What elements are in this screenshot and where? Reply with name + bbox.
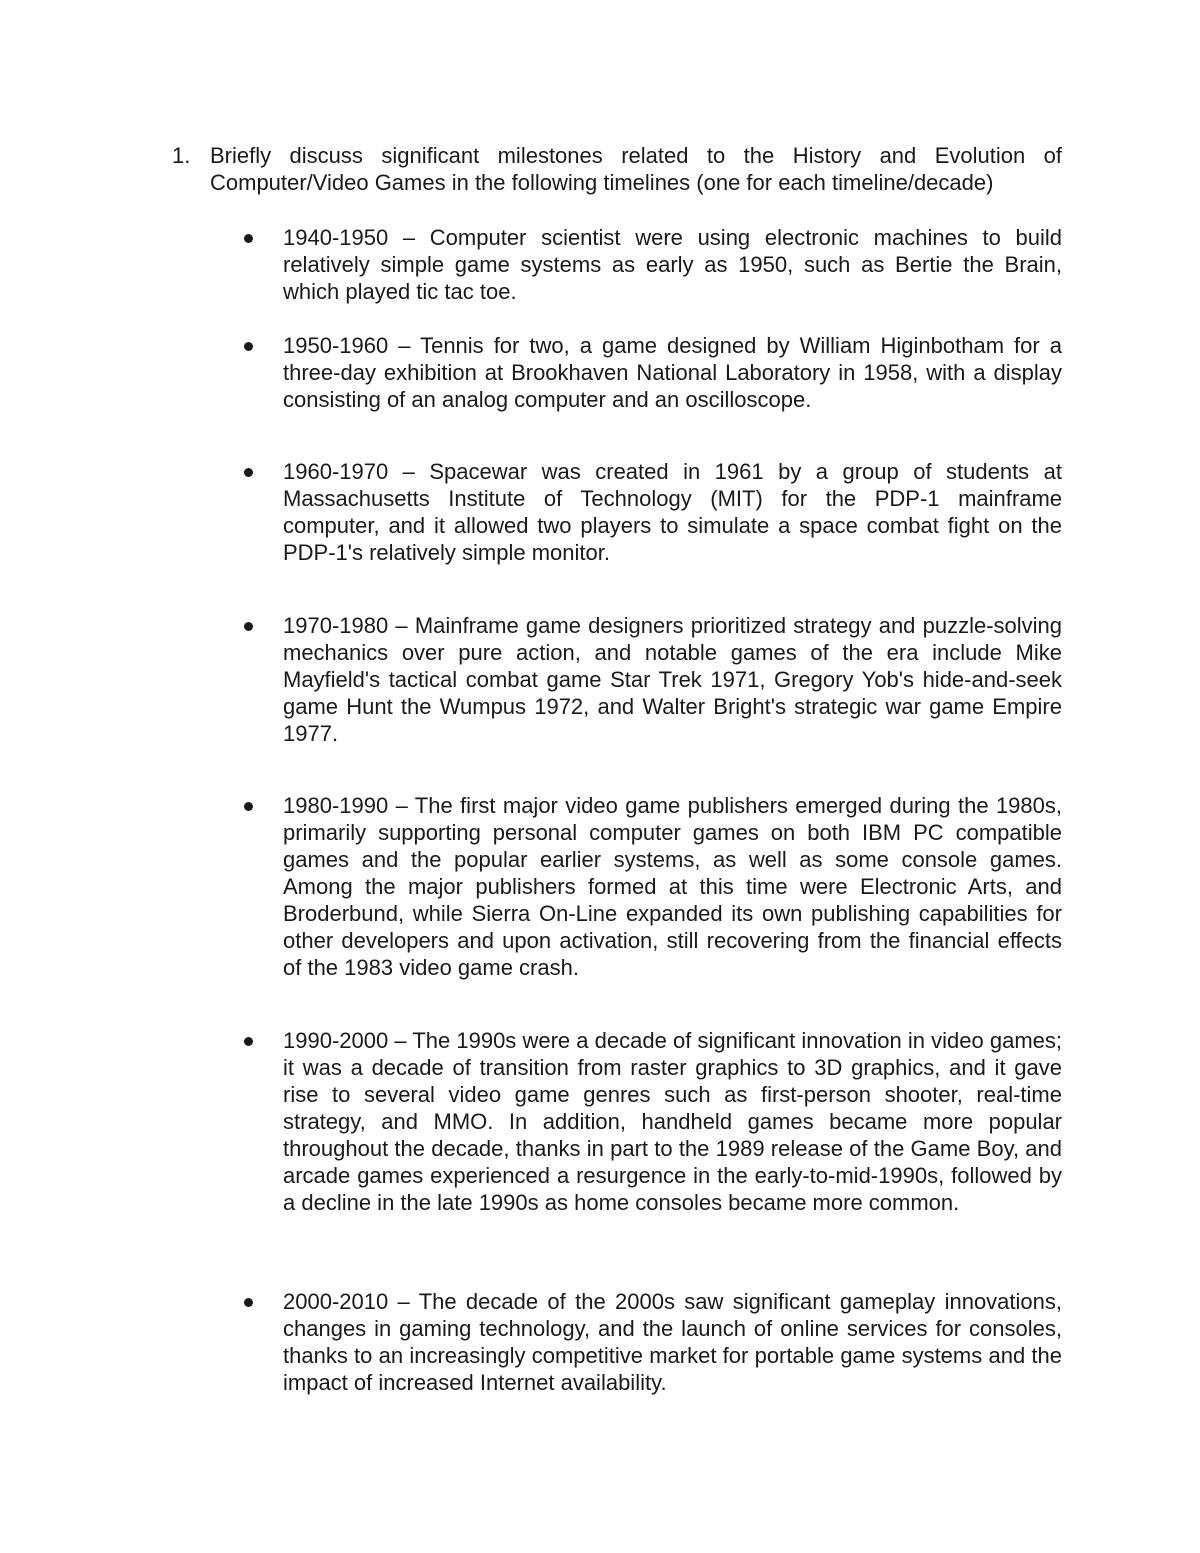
question-item [172,142,1062,196]
timeline-text: 1970-1980 – Mainframe game designers prioritized strategy and puzzle-solving mechanics over pure action, and notable games of the era include Mike Mayfield's tactical combat game Star Trek 1971, Gregory Yob's hide-and-seek game Hunt the Wumpus 1972, and Walter Bright's strategic war game Empire 1977. [283,613,1062,746]
timeline-item-1960-1970 [244,458,1062,566]
bullet-icon [244,234,253,243]
bullet-icon [244,802,253,811]
bullet-icon [244,342,253,351]
timeline-text: 1980-1990 – The first major video game publishers emerged during the 1980s, primarily supporting personal computer games on both IBM PC compatible games and the popular earlier systems, as well as some console games. Among the major publishers formed at this time were Electronic Arts, and Broderbund, while Sierra On-Line expanded its own publishing capabilities for other developers and upon activation, still recovering from the financial effects of the 1983 video game crash. [283,793,1062,980]
timeline-item-1990-2000 [244,1027,1062,1216]
bullet-icon [244,622,253,631]
timeline-text: 1940-1950 – Computer scientist were using electronic machines to build relatively simple game systems as early as 1950, such as Bertie the Brain, which played tic tac toe. [283,225,1062,304]
bullet-icon [244,1037,253,1046]
timeline-text: 1950-1960 – Tennis for two, a game designed by William Higinbotham for a three-day exhibition at Brookhaven National Laboratory in 1958, with a display consisting of an analog computer and an oscilloscope. [283,333,1062,412]
timeline-text: 1990-2000 – The 1990s were a decade of significant innovation in video games; it was a decade of transition from raster graphics to 3D graphics, and it gave rise to several video game genres such as first-person shooter, real-time strategy, and MMO. In addition, handheld games became more popular throughout the decade, thanks in part to the 1989 release of the Game Boy, and arcade games experienced a resurgence in the early-to-mid-1990s, followed by a decline in the late 1990s as home consoles became more common. [283,1028,1062,1215]
question-text: Briefly discuss significant milestones related to the History and Evolution of Computer/Video Games in the following timelines (one for each timeline/decade) [210,143,1062,195]
bullet-icon [244,1298,253,1307]
timeline-item-1970-1980 [244,612,1062,747]
timeline-item-1950-1960 [244,332,1062,413]
question-number: 1. [172,143,191,168]
bullet-icon [244,468,253,477]
timeline-item-1940-1950 [244,224,1062,305]
timeline-text: 1960-1970 – Spacewar was created in 1961 by a group of students at Massachusetts Institute of Technology (MIT) for the PDP-1 mainframe computer, and it allowed two players to simulate a space combat fight on the PDP-1's relatively simple monitor. [283,459,1062,565]
timeline-text: 2000-2010 – The decade of the 2000s saw significant gameplay innovations, changes in gaming technology, and the launch of online services for consoles, thanks to an increasingly competitive market for portable game systems and the impact of increased Internet availability. [283,1289,1062,1395]
timeline-item-1980-1990 [244,792,1062,981]
timeline-item-2000-2010 [244,1288,1062,1396]
